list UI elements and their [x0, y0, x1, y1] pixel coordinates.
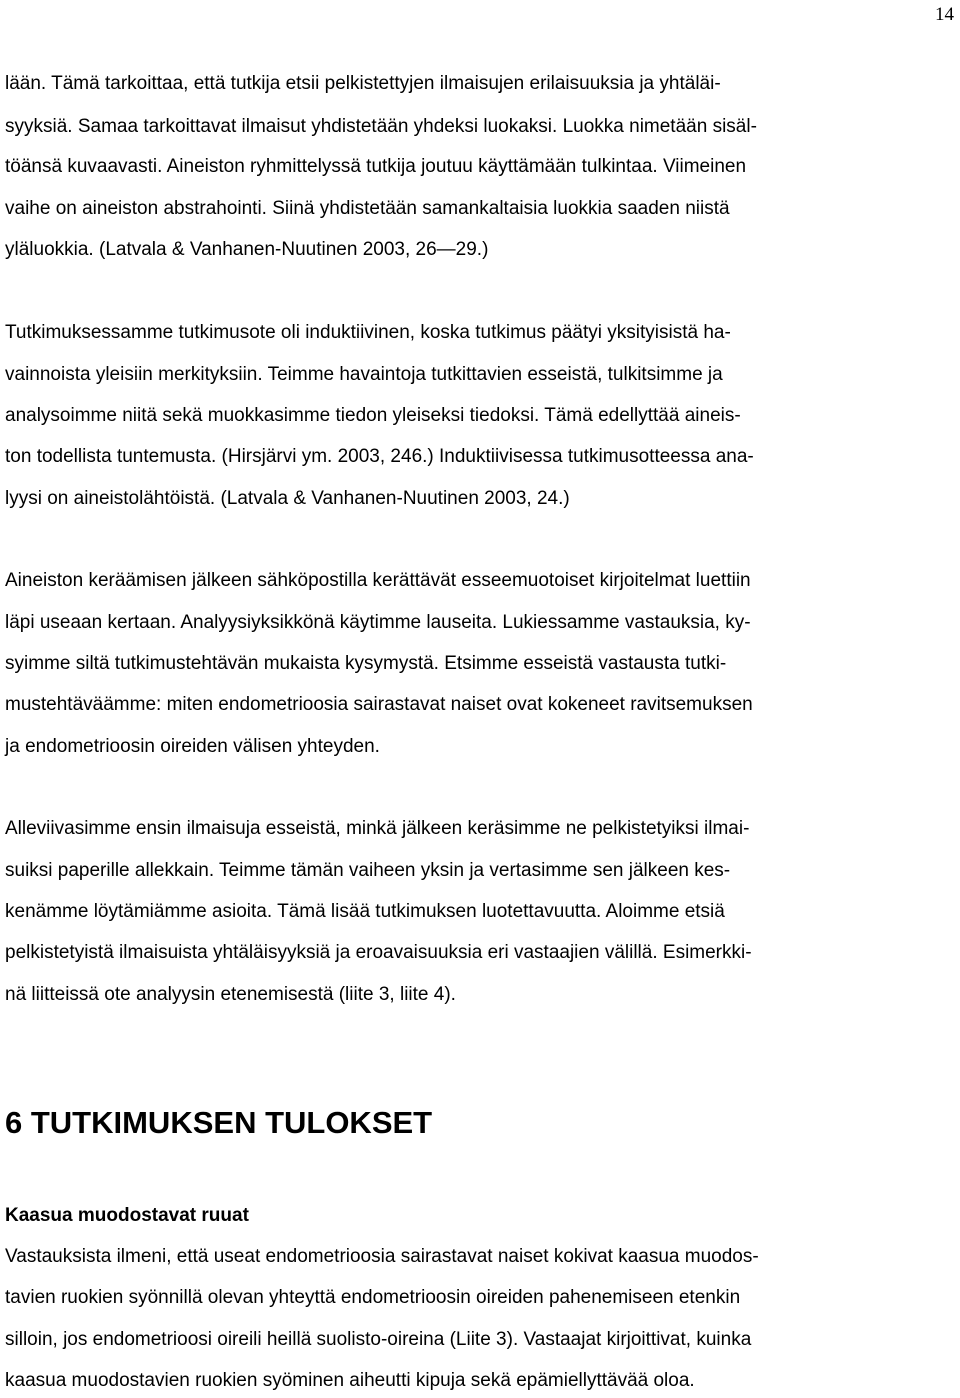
paragraph-line: Tutkimuksessamme tutkimusote oli induktiivinen, koska tutkimus päätyi yksityisistä ha- [5, 322, 731, 343]
chapter-heading: 6 TUTKIMUKSEN TULOKSET [5, 1105, 433, 1140]
paragraph-line: vainnoista yleisiin merkityksiin. Teimme havaintoja tutkittavien esseistä, tulkitsimme ja [5, 364, 723, 385]
paragraph-line: syimme siltä tutkimustehtävän mukaista kysymystä. Etsimme esseistä vastausta tutki- [5, 653, 727, 674]
paragraph-line: Aineiston keräämisen jälkeen sähköpostilla kerättävät esseemuotoiset kirjoitelmat luettiin [5, 570, 751, 591]
paragraph-line: tavien ruokien syönnillä olevan yhteyttä endometrioosin oireiden pahenemiseen etenkin [5, 1287, 741, 1308]
section-heading: Kaasua muodostavat ruuat [5, 1205, 249, 1226]
paragraph-line: suiksi paperille allekkain. Teimme tämän vaiheen yksin ja vertasimme sen jälkeen kes- [5, 860, 731, 881]
paragraph-line: analysoimme niitä sekä muokkasimme tiedon yleiseksi tiedoksi. Tämä edellyttää aineis- [5, 405, 741, 426]
paragraph-line: syyksiä. Samaa tarkoittavat ilmaisut yhdistetään yhdeksi luokaksi. Luokka nimetään sisäl- [5, 116, 757, 137]
paragraph-line: lyysi on aineistolähtöistä. (Latvala & Vanhanen-Nuutinen 2003, 24.) [5, 488, 570, 509]
paragraph-line: kenämme löytämiämme asioita. Tämä lisää tutkimuksen luotettavuutta. Aloimme etsiä [5, 901, 725, 922]
paragraph-line: lään. Tämä tarkoittaa, että tutkija etsii pelkistettyjen ilmaisujen erilaisuuksia ja yhtäläi- [5, 73, 721, 94]
paragraph-line: yläluokkia. (Latvala & Vanhanen-Nuutinen 2003, 26—29.) [5, 239, 489, 260]
paragraph-line: Alleviivasimme ensin ilmaisuja esseistä, minkä jälkeen keräsimme ne pelkistetyiksi ilmai- [5, 818, 750, 839]
paragraph-line: pelkistetyistä ilmaisuista yhtäläisyyksiä ja eroavaisuuksia eri vastaajien välillä. Esimerkki- [5, 942, 752, 963]
paragraph-line: kaasua muodostavien ruokien syöminen aiheutti kipuja sekä epämiellyttävää oloa. [5, 1370, 695, 1391]
paragraph-line: töänsä kuvaavasti. Aineiston ryhmittelyssä tutkija joutuu käyttämään tulkintaa. Viimeinen [5, 156, 747, 177]
paragraph-line: ja endometrioosin oireiden välisen yhteyden. [5, 736, 380, 757]
paragraph-line: Vastauksista ilmeni, että useat endometrioosia sairastavat naiset kokivat kaasua muodos- [5, 1246, 759, 1267]
paragraph-line: mustehtäväämme: miten endometrioosia sairastavat naiset ovat kokeneet ravitsemuksen [5, 694, 753, 715]
paragraph-line: silloin, jos endometrioosi oireili heillä suolisto-oireina (Liite 3). Vastaajat kirjoittivat, kuinka [5, 1329, 752, 1350]
paragraph-line: vaihe on aineiston abstrahointi. Siinä yhdistetään samankaltaisia luokkia saaden niistä [5, 198, 730, 219]
paragraph-line: ton todellista tuntemusta. (Hirsjärvi ym. 2003, 246.) Induktiivisessa tutkimusotteessa ana- [5, 446, 754, 467]
paragraph-line: läpi useaan kertaan. Analyysiyksikkönä käytimme lauseita. Lukiessamme vastauksia, ky- [5, 612, 751, 633]
paragraph-line: nä liitteissä ote analyysin etenemisestä (liite 3, liite 4). [5, 984, 456, 1005]
page-number: 14 [935, 4, 954, 25]
